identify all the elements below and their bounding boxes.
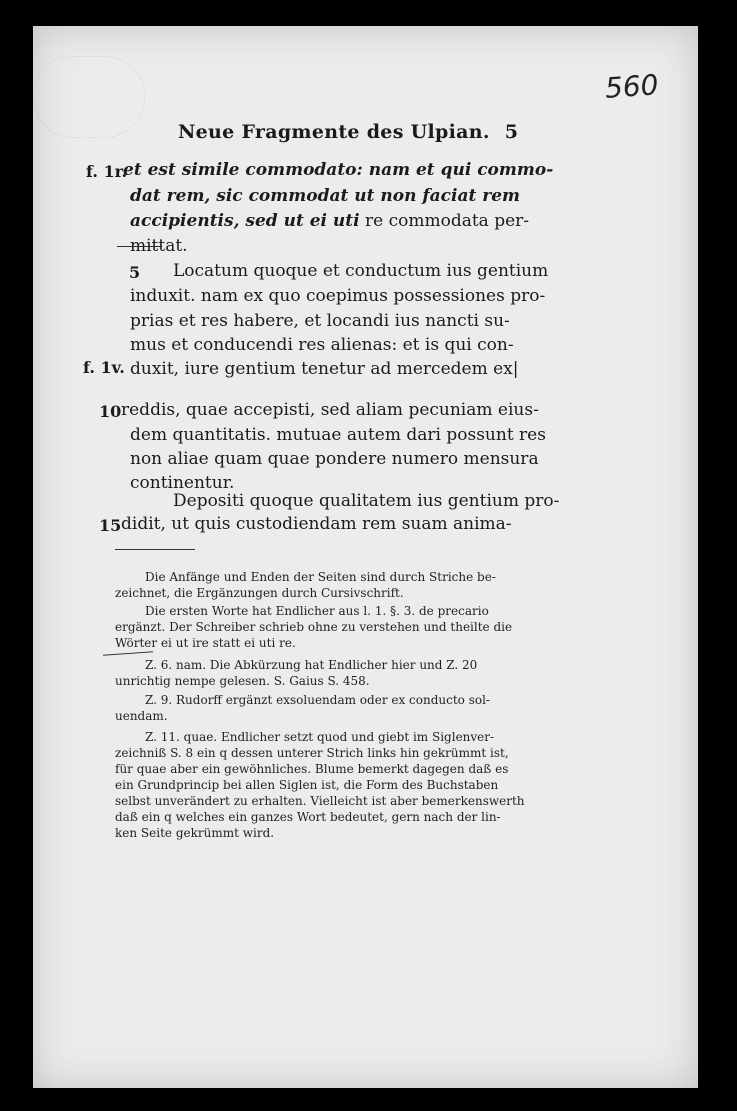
running-header <box>178 121 518 149</box>
footnote-2-line-1: Die ersten Worte hat Endlicher aus l. 1. §. 3. de precario <box>145 604 489 618</box>
footnote-4-line-2: uendam. <box>115 709 168 723</box>
text-line-11: dem quantitatis. mutuae autem dari possunt res <box>130 425 546 445</box>
handwritten-page-number: 560 <box>603 68 660 105</box>
footnote-5-line-7: ken Seite gekrümmt wird. <box>115 826 275 840</box>
text-line-9: duxit, iure gentium tenetur ad mercedem ex| <box>130 359 519 379</box>
margin-folio-1r: f. 1r. <box>86 162 128 181</box>
margin-line-10: 10 <box>99 402 122 421</box>
header-page-number: 5 <box>504 121 518 143</box>
text-line-1: et est simile commodato: nam et qui commo- <box>123 160 554 180</box>
text-line-12: non aliae quam quae pondere numero mensura <box>130 449 539 469</box>
footnote-5-line-4: ein Grundprincip bei allen Siglen ist, die Form des Buchstaben <box>115 778 499 792</box>
document-page <box>33 26 698 1088</box>
header-title: Neue Fragmente des Ulpian. <box>178 121 490 143</box>
text-line-7: prias et res habere, et locandi ius nancti su- <box>130 311 510 331</box>
text-line-3-italic: accipientis, sed ut ei uti <box>130 211 360 231</box>
footnote-2-line-3: Wörter ei ut ire statt ei uti re. <box>115 636 296 650</box>
margin-line-15: 15 <box>99 516 122 535</box>
footnote-5-line-2: zeichniß S. 8 ein q dessen unterer Strich links hin gekrümmt ist, <box>115 746 509 760</box>
text-line-4: mittat. <box>130 236 188 256</box>
text-line-10: reddis, quae accepisti, sed aliam pecuniam eius- <box>121 400 539 420</box>
text-line-15: didit, ut quis custodiendam rem suam anima- <box>121 514 512 534</box>
footnote-4-line-1: Z. 9. Rudorff ergänzt exsoluendam oder ex conducto sol- <box>145 693 490 707</box>
text-line-8: mus et conducendi res alienas: et is qui con- <box>130 335 514 355</box>
footnote-3-line-2: unrichtig nempe gelesen. S. Gaius S. 458. <box>115 674 370 688</box>
text-line-3 <box>130 210 529 232</box>
text-line-3-roman: re commodata per- <box>359 211 530 231</box>
faded-stamp <box>33 56 145 138</box>
margin-line-5: 5 <box>129 263 141 282</box>
footnote-5-line-5: selbst unverändert zu erhalten. Vielleicht ist aber bemerkenswerth <box>115 794 525 808</box>
footnote-3-line-1: Z. 6. nam. Die Abkürzung hat Endlicher hier und Z. 20 <box>145 658 478 672</box>
text-line-6: induxit. nam ex quo coepimus possessiones pro- <box>130 286 546 306</box>
footnote-5-line-6: daß ein q welches ein ganzes Wort bedeutet, gern nach der lin- <box>115 810 501 824</box>
footnote-5-line-3: für quae aber ein gewöhnliches. Blume bemerkt dagegen daß es <box>115 762 509 776</box>
footnote-1-line-1: Die Anfänge und Enden der Seiten sind durch Striche be- <box>145 570 496 584</box>
footnote-1-line-2: zeichnet, die Ergänzungen durch Cursivschrift. <box>115 586 404 600</box>
text-line-5: Locatum quoque et conductum ius gentium <box>173 261 549 281</box>
text-line-13: continentur. <box>130 473 235 493</box>
text-line-2: dat rem, sic commodat ut non faciat rem <box>130 186 521 206</box>
footnote-separator <box>115 549 195 550</box>
footnote-2-line-2: ergänzt. Der Schreiber schrieb ohne zu verstehen und theilte die <box>115 620 513 634</box>
text-line-14: Depositi quoque qualitatem ius gentium pro- <box>173 491 560 511</box>
margin-folio-1v: f. 1v. <box>83 358 125 377</box>
pencil-underline <box>103 651 153 655</box>
footnote-5-line-1: Z. 11. quae. Endlicher setzt quod und giebt im Siglenver- <box>145 730 495 744</box>
